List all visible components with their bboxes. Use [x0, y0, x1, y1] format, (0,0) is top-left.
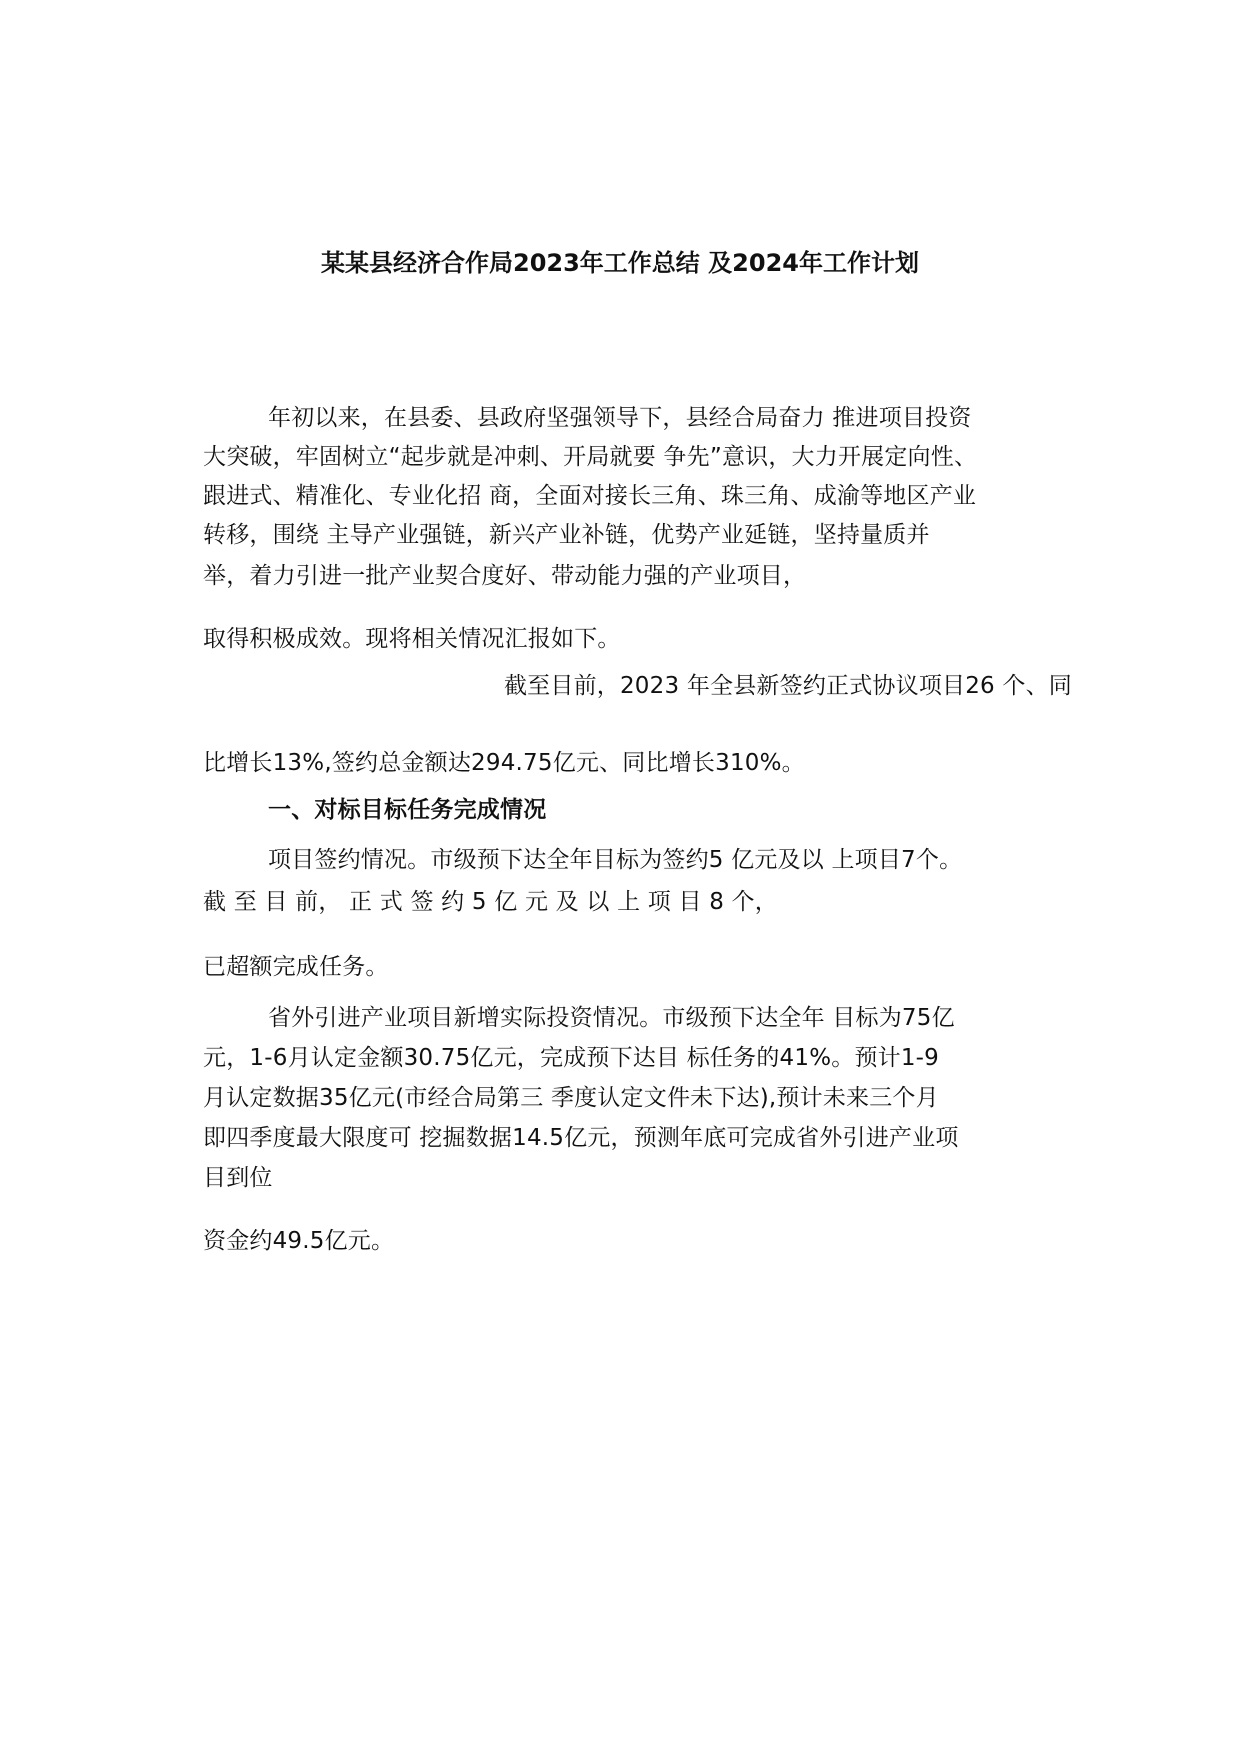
intro-line-5: 举，着力引进一批产业契合度好、带动能力强的产业项目， — [203, 563, 807, 589]
intro-closing: 取得积极成效。现将相关情况汇报如下。 — [203, 626, 621, 652]
intro-line-1: 年初以来，在县委、县政府坚强领导下，县经合局奋力 推进项目投资 — [268, 405, 972, 431]
signing-line-1: 项目签约情况。市级预下达全年目标为签约5 亿元及以 上项目7个。 — [268, 847, 963, 873]
investment-line-3: 月认定数据35亿元(市经合局第三 季度认定文件未下达),预计未来三个月 — [203, 1085, 939, 1111]
investment-line-4: 即四季度最大限度可 挖掘数据14.5亿元，预测年底可完成省外引进产业项 — [203, 1125, 959, 1151]
summary-line-2: 比增长13%,签约总金额达294.75亿元、同比增长310%。 — [203, 750, 805, 776]
intro-line-2: 大突破，牢固树立“起步就是冲刺、开局就要 争先”意识，大力开展定向性、 — [203, 444, 978, 470]
investment-line-5: 目到位 — [203, 1165, 273, 1191]
signing-closing: 已超额完成任务。 — [203, 954, 389, 980]
signing-line-2: 截 至 目 前， 正 式 签 约 5 亿 元 及 以 上 项 目 8 个， — [203, 889, 778, 915]
investment-closing: 资金约49.5亿元。 — [203, 1228, 395, 1254]
investment-line-1: 省外引进产业项目新增实际投资情况。市级预下达全年 目标为75亿 — [268, 1005, 955, 1031]
section-heading: 一、对标目标任务完成情况 — [268, 797, 547, 823]
intro-line-3: 跟进式、精准化、专业化招 商，全面对接长三角、珠三角、成渝等地区产业 — [203, 483, 977, 509]
document-title: 某某县经济合作局2023年工作总结 及2024年工作计划 — [321, 249, 919, 277]
investment-line-2: 元，1-6月认定金额30.75亿元，完成预下达目 标任务的41%。预计1-9 — [203, 1045, 940, 1071]
summary-line-1: 截至目前，2023 年全县新签约正式协议项目26 个、同 — [503, 673, 1072, 699]
intro-line-4: 转移，围绕 主导产业强链，新兴产业补链，优势产业延链，坚持量质并 — [203, 522, 930, 548]
